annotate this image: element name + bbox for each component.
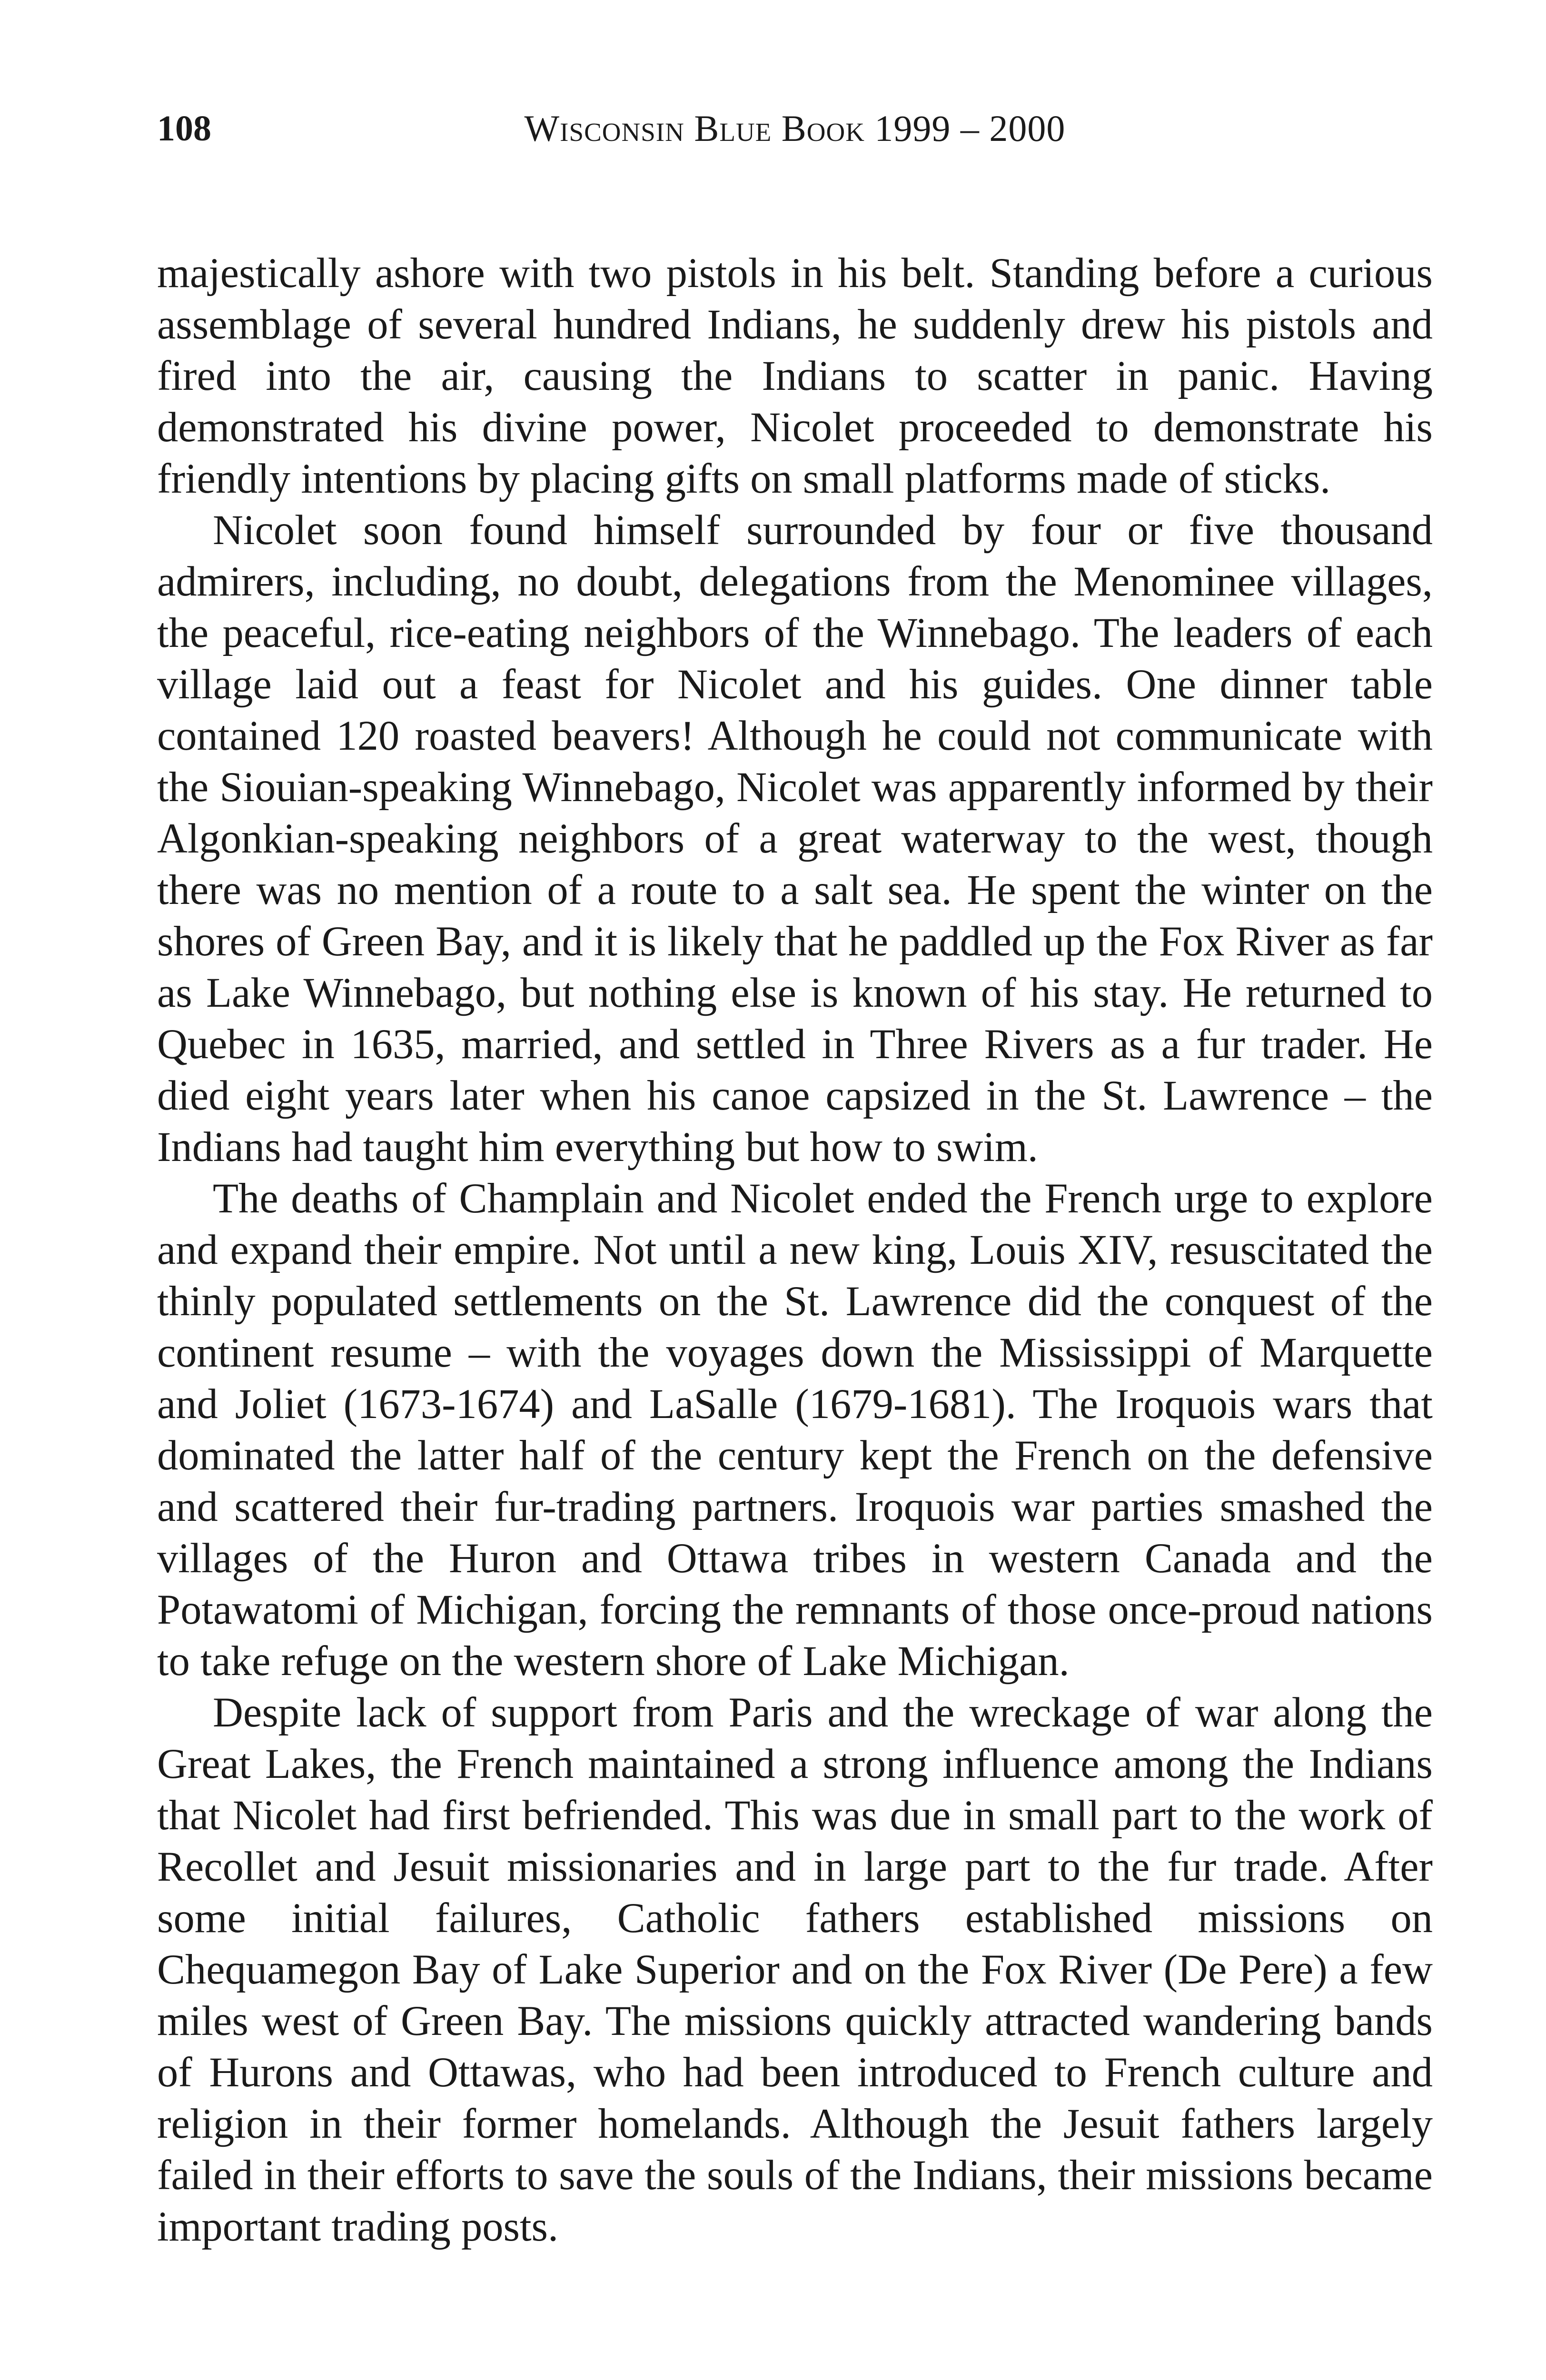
running-head	[157, 102, 1433, 155]
body-text	[157, 248, 1433, 2252]
running-head-title: Wisconsin Blue Book 1999 – 2000	[524, 108, 1066, 149]
paragraph-continued: majestically ashore with two pistols in his belt. Standing before a curious assemblage of several hundred Indians, he suddenly drew his pistols and fired into the air, causing the Indians to scatter in panic. Having demonstrated his divine power, Nicolet proceeded to demonstrate his friendly intentions by placing gifts on small platforms made of sticks.	[157, 250, 1433, 502]
paragraph: The deaths of Champlain and Nicolet ended the French urge to explore and expand their empire. Not until a new king, Louis XIV, resuscitated the thinly populated settlements on the St. Lawrence did the conquest of the continent resume – with the voyages down the Mississippi of Marquette and Joliet (1673-1674) and LaSalle (1679-1681). The Iroquois wars that dominated the latter half of the century kept the French on the defensive and scattered their fur-trading partners. Iroquois war parties smashed the villages of the Huron and Ottawa tribes in western Canada and the Potawatomi of Michigan, forcing the remnants of those once-proud nations to take refuge on the western shore of Lake Michigan.	[157, 1175, 1433, 1685]
paragraph: Nicolet soon found himself surrounded by four or five thousand admirers, including, no doubt, delegations from the Menominee villages, the peaceful, rice-eating neighbors of the Winnebago. The leaders of each village laid out a feast for Nicolet and his guides. One dinner table contained 120 roasted beavers! Although he could not communicate with the Siouian-speaking Winnebago, Nicolet was apparently informed by their Algonkian-speaking neighbors of a great waterway to the west, though there was no mention of a route to a salt sea. He spent the winter on the shores of Green Bay, and it is likely that he paddled up the Fox River as far as Lake Winnebago, but nothing else is known of his stay. He returned to Quebec in 1635, married, and settled in Three Rivers as a fur trader. He died eight years later when his canoe capsized in the St. Lawrence – the Indians had taught him everything but how to swim.	[157, 507, 1433, 1170]
page-number: 108	[157, 109, 211, 149]
paragraph: Despite lack of support from Paris and the wreckage of war along the Great Lakes, the French maintained a strong influence among the Indians that Nicolet had first befriended. This was due in small part to the work of Recollet and Jesuit missionaries and in large part to the fur trade. After some initial failures, Catholic fathers established missions on Chequamegon Bay of Lake Superior and on the Fox River (De Pere) a few miles west of Green Bay. The missions quickly attracted wandering bands of Hurons and Ottawas, who had been introduced to French culture and religion in their former homelands. Although the Jesuit fathers largely failed in their efforts to save the souls of the Indians, their missions became important trading posts.	[157, 1689, 1433, 2250]
